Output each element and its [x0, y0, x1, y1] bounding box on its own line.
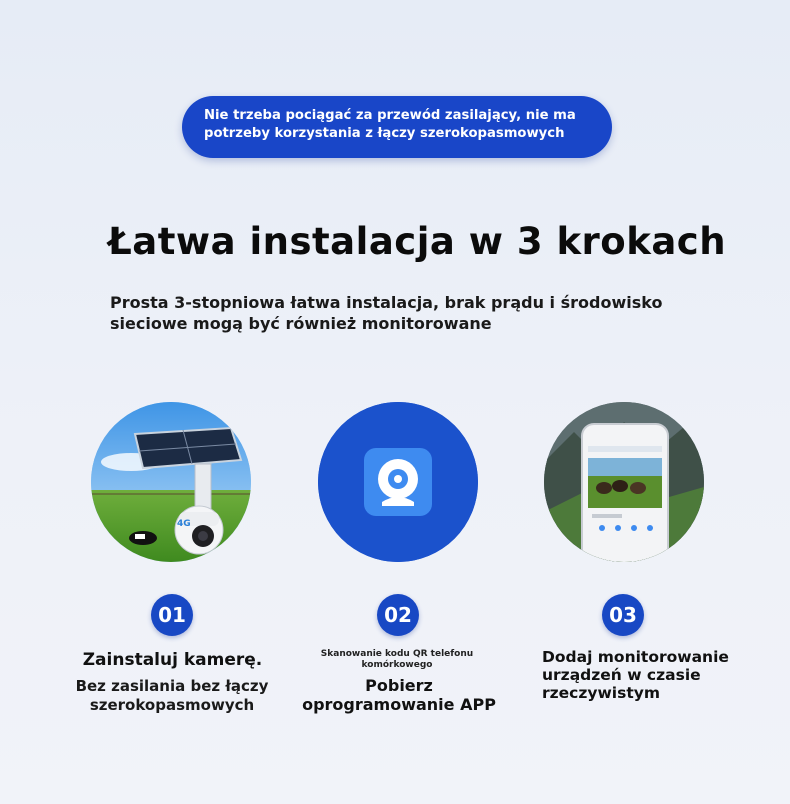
step-2-title: Pobierz oprogramowanie APP: [302, 676, 496, 714]
solar-camera-icon: [91, 402, 251, 562]
camera-app-icon: [318, 402, 478, 562]
solar-camera-image: [91, 402, 251, 562]
step-number-1: 01: [151, 594, 193, 636]
step-3-title: Dodaj monitorowanie urządzeń w czasie rzeczywistym: [542, 648, 729, 702]
step-2-note: Skanowanie kodu QR telefonu komórkowego: [320, 649, 474, 670]
page-title: Łatwa instalacja w 3 krokach: [108, 220, 727, 263]
step-1-description: Bez zasilania bez łączy szerokopasmowych: [75, 677, 269, 714]
svg-text:4G: 4G: [177, 519, 191, 529]
step-number-2: 02: [377, 594, 419, 636]
step-number-3: 03: [602, 594, 644, 636]
info-banner: [182, 96, 612, 158]
step-1-title: Zainstaluj kamerę.: [82, 650, 263, 670]
phone-monitoring-icon: [544, 402, 704, 562]
app-image: [318, 402, 478, 562]
phone-monitoring-image: [544, 402, 704, 562]
page-subtitle: Prosta 3-stopniowa łatwa instalacja, brak prądu i środowisko sieciowe mogą być również monitorowane: [110, 293, 663, 333]
info-banner-text: Nie trzeba pociągać za przewód zasilający, nie ma potrzeby korzystania z łączy szerokopasmowych: [204, 108, 576, 141]
